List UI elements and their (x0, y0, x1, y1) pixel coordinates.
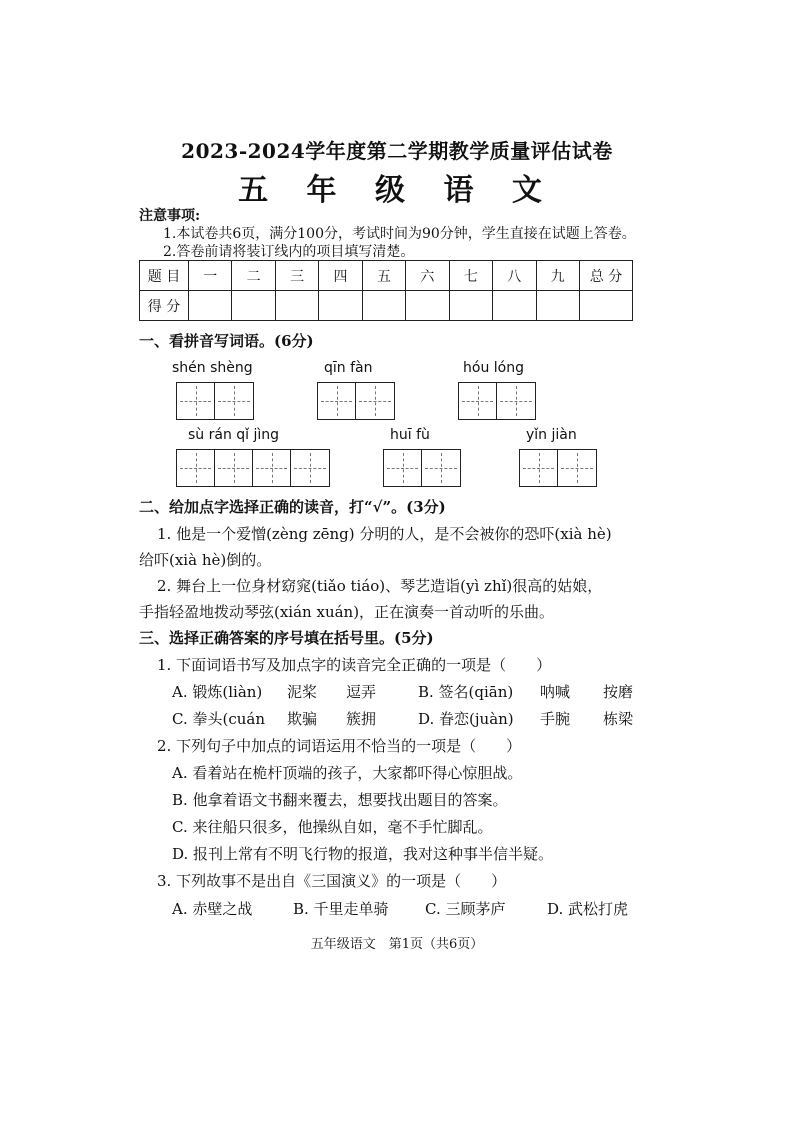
question-2-stem: 2. 下列句子中加点的词语运用不恰当的一项是（ ） (157, 737, 522, 755)
subject-title: 五 年 级 语 文 (238, 173, 556, 208)
score-header-cell: 九 (536, 261, 580, 291)
writing-grid[interactable] (176, 382, 254, 420)
q2-option: A. 看着站在桅杆顶端的孩子，大家都吓得心惊胆战。 (172, 764, 523, 782)
score-cell[interactable] (536, 291, 580, 321)
q1-option: 逗弄 (346, 683, 377, 701)
q2-option: B. 他拿着语文书翻来覆去，想要找出题目的答案。 (172, 791, 508, 809)
notice-item-1: 1.本试卷共6页，满分100分，考试时间为90分钟，学生直接在试题上答卷。 (163, 226, 636, 242)
pinyin-label: yǐn jiàn (526, 427, 577, 443)
score-cell[interactable] (406, 291, 449, 321)
pinyin-label: qīn fàn (324, 360, 373, 376)
q3-option: C. 三顾茅庐 (425, 900, 506, 918)
score-header-cell: 二 (232, 261, 275, 291)
notice-item-2: 2.答卷前请将装订线内的项目填写清楚。 (163, 244, 415, 260)
section2-line: 1. 他是一个爱憎(zèng zēng) 分明的人，是不会被你的恐吓(xià hè) (157, 525, 612, 543)
q3-option: A. 赤壁之战 (172, 900, 253, 918)
score-header-cell: 总 分 (580, 261, 633, 291)
pinyin-label: sù rán qǐ jìng (188, 427, 280, 443)
pinyin-label: huī fù (390, 427, 430, 443)
notice-heading: 注意事项: (139, 208, 201, 224)
score-header-cell: 七 (449, 261, 492, 291)
q3-option: D. 武松打虎 (547, 900, 629, 918)
q1-option: C. 拳头(cuán (172, 710, 265, 728)
section2-heading: 二、给加点字选择正确的读音，打“√”。(3分) (139, 498, 446, 516)
score-table-score-row (140, 291, 633, 321)
q1-option: 按磨 (603, 683, 634, 701)
q2-option: C. 来往船只很多，他操纵自如，毫不手忙脚乱。 (172, 818, 493, 836)
writing-grid[interactable] (317, 382, 395, 420)
score-header-cell: 四 (319, 261, 362, 291)
score-header-cell: 五 (362, 261, 405, 291)
score-header-cell: 三 (275, 261, 318, 291)
score-cell[interactable] (449, 291, 492, 321)
section3-heading: 三、选择正确答案的序号填在括号里。(5分) (139, 629, 434, 647)
section2-line: 2. 舞台上一位身材窈窕(tiǎo tiáo)、琴艺造诣(yì zhǐ)很高的姑娘， (157, 577, 603, 595)
writing-grid[interactable] (176, 449, 330, 487)
pinyin-label: hóu lóng (463, 360, 524, 376)
q1-option: 呐喊 (540, 683, 571, 701)
q1-option: 泥桨 (287, 683, 318, 701)
q1-option: B. 签名(qiān) (418, 683, 514, 701)
q2-option: D. 报刊上常有不明飞行物的报道，我对这种事半信半疑。 (172, 845, 554, 863)
score-header-cell: 六 (406, 261, 449, 291)
q1-option: 栋梁 (603, 710, 634, 728)
exam-title: 2023-2024学年度第二学期教学质量评估试卷 (181, 139, 613, 163)
writing-grid[interactable] (383, 449, 461, 487)
score-table (139, 260, 633, 321)
q1-option: 簇拥 (346, 710, 377, 728)
section2-line: 手指轻盈地拨动琴弦(xián xuán)，正在演奏一首动听的乐曲。 (139, 603, 555, 621)
question-3-stem: 3. 下列故事不是出自《三国演义》的一项是（ ） (157, 872, 507, 890)
writing-grid[interactable] (458, 382, 536, 420)
score-cell[interactable] (275, 291, 318, 321)
q3-option: B. 千里走单骑 (293, 900, 389, 918)
score-header-cell: 题 目 (140, 261, 189, 291)
score-cell[interactable] (493, 291, 536, 321)
score-cell[interactable] (319, 291, 362, 321)
q1-option: D. 眷恋(juàn) (418, 710, 514, 728)
score-table-header-row (140, 261, 633, 291)
q1-option: 手腕 (540, 710, 571, 728)
score-cell[interactable] (362, 291, 405, 321)
section1-heading: 一、看拼音写词语。(6分) (139, 332, 314, 350)
q1-option: 欺骗 (287, 710, 318, 728)
writing-grid[interactable] (519, 449, 597, 487)
score-row-label: 得 分 (140, 291, 189, 321)
score-header-cell: 一 (189, 261, 232, 291)
pinyin-label: shén shèng (172, 360, 253, 376)
score-cell[interactable] (232, 291, 275, 321)
q1-option: A. 锻炼(liàn) (172, 683, 263, 701)
score-cell[interactable] (580, 291, 633, 321)
section2-line: 给吓(xià hè)倒的。 (139, 551, 272, 569)
score-header-cell: 八 (493, 261, 536, 291)
page-footer: 五年级语文 第1页（共6页） (310, 937, 484, 952)
score-cell[interactable] (189, 291, 232, 321)
question-1-stem: 1. 下面词语书写及加点字的读音完全正确的一项是（ ） (157, 656, 552, 674)
